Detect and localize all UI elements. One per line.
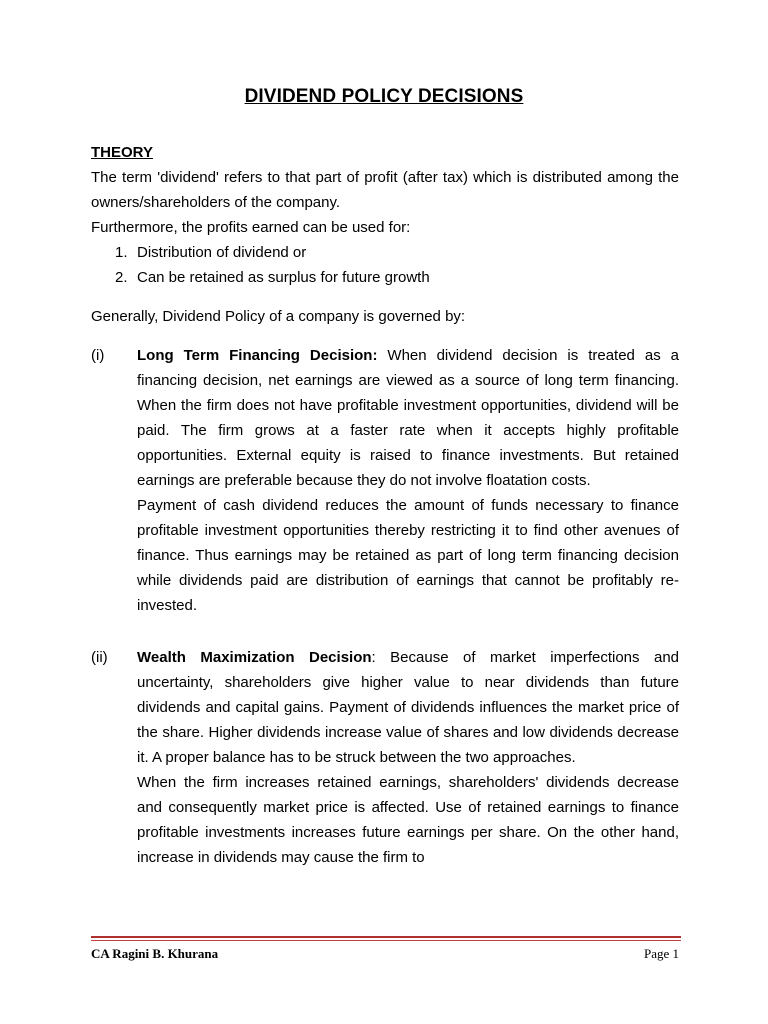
list-item-text: Distribution of dividend or	[137, 244, 307, 261]
list-item-number: 2.	[115, 269, 128, 286]
theory-heading: THEORY	[91, 144, 153, 161]
section-number: (i)	[91, 347, 105, 364]
section-number: (ii)	[91, 649, 108, 666]
list-item-text: Can be retained as surplus for future growth	[137, 269, 430, 286]
section-paragraph: When the firm increases retained earnings, shareholders' dividends decrease and consequently market price is affected. Use of retained earnings to finance profitable investments increases future earnings per share. On the other hand, increase in dividends may cause the firm to	[137, 774, 679, 866]
section-long-term-financing	[91, 343, 679, 618]
section-heading: Wealth Maximization Decision	[137, 649, 372, 666]
section-heading: Long Term Financing Decision:	[137, 347, 378, 364]
uses-list	[91, 240, 679, 290]
page-footer	[91, 946, 679, 962]
list-item-number: 1.	[115, 244, 128, 261]
document-body	[91, 140, 679, 870]
page-title: DIVIDEND POLICY DECISIONS	[244, 86, 524, 107]
intro-paragraph: The term 'dividend' refers to that part of profit (after tax) which is distributed among the owners/shareholders of the company.	[91, 169, 679, 211]
list-item	[115, 265, 679, 290]
uses-intro: Furthermore, the profits earned can be used for:	[91, 219, 411, 236]
section-paragraph: Payment of cash dividend reduces the amount of funds necessary to finance profitable investment opportunities thereby restricting it to find other avenues of finance. Thus earnings may be retained as part of long term financing decision while dividends paid are distribution of earnings that cannot be profitably re-invested.	[137, 497, 679, 614]
section-paragraph: : Because of market imperfections and uncertainty, shareholders give higher value to near dividends than future dividends and capital gains. Payment of dividends influences the market price of the share. Higher dividends increase value of shares and low dividends decrease it. A proper balance has to be struck between the two approaches.	[137, 649, 680, 766]
section-paragraph: When dividend decision is treated as a financing decision, net earnings are viewed as a source of long term financing. When the firm does not have profitable investment opportunities, dividend will be paid. The firm grows at a faster rate when it accepts highly profitable opportunities. External equity is raised to finance investments. But retained earnings are preferable because they do not involve floatation costs.	[137, 347, 679, 489]
page-number: Page 1	[643, 946, 679, 961]
footer-rule	[91, 936, 681, 938]
footer-rule-thin	[91, 940, 681, 941]
list-item	[115, 240, 679, 265]
footer-author: CA Ragini B. Khurana	[91, 946, 219, 961]
section-wealth-maximization	[91, 645, 679, 870]
governed-by-text: Generally, Dividend Policy of a company is governed by:	[91, 308, 466, 325]
